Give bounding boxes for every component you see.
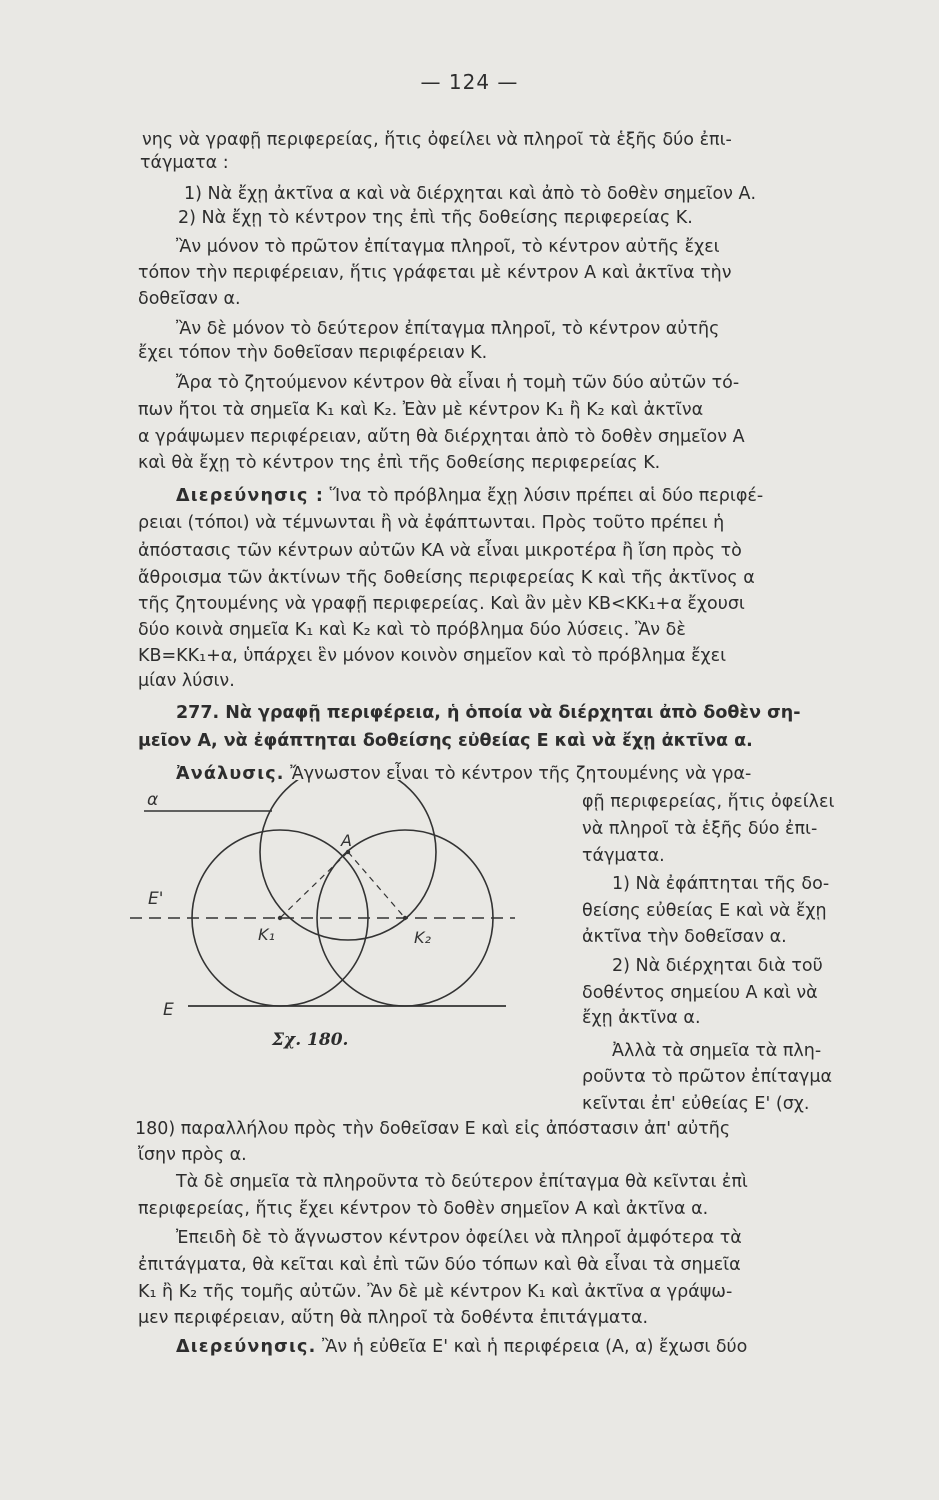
text-line: 180) παραλλήλου πρὸς τὴν δοθεῖσαν Ε καὶ εἰς ἀπόστασιν ἀπ' αὐτῆς	[135, 1119, 731, 1139]
text-line: 1) Νὰ ἐφάπτηται τῆς δο-	[612, 874, 830, 894]
text-line: πων ἤτοι τὰ σημεῖα Κ₁ καὶ Κ₂. Ἐὰν μὲ κέντρον Κ₁ ἢ Κ₂ καὶ ἀκτῖνα	[138, 400, 704, 420]
text-line: ἐπιτάγματα, θὰ κεῖται καὶ ἐπὶ τῶν δύο τόπων καὶ θὰ εἶναι τὰ σημεῖα	[138, 1255, 741, 1275]
text-line: ἔχῃ ἀκτῖνα α.	[582, 1008, 701, 1028]
geometry-figure	[130, 780, 530, 1040]
text-line	[176, 1335, 747, 1359]
text-line: ΚΒ=ΚΚ₁+α, ὑπάρχει ἓν μόνον κοινὸν σημεῖον καὶ τὸ πρόβλημα ἔχει	[138, 646, 727, 666]
problem-statement: 277. Νὰ γραφῇ περιφέρεια, ἡ ὁποία νὰ διέρχηται ἀπὸ δοθὲν ση-	[176, 703, 801, 723]
label-a: α	[147, 790, 159, 810]
label-A: Α	[341, 831, 352, 850]
label-E-prime: Ε'	[148, 889, 164, 909]
text-line: μεν περιφέρειαν, αὕτη θὰ πληροῖ τὰ δοθέντα ἐπιτάγματα.	[138, 1308, 649, 1328]
point-K2	[403, 916, 407, 920]
label-E: Ε	[163, 1000, 174, 1020]
text-line: ἴσην πρὸς α.	[138, 1145, 247, 1165]
text-line: ἔχει τόπον τὴν δοθεῖσαν περιφέρειαν Κ.	[138, 343, 488, 363]
text-line: ρειαι (τόποι) νὰ τέμνωνται ἢ νὰ ἐφάπτωνται. Πρὸς τοῦτο πρέπει ἡ	[138, 513, 725, 533]
label-K2: Κ₂	[414, 928, 431, 947]
circle-A	[260, 780, 436, 940]
text-line: θείσης εὐθείας Ε καὶ νὰ ἔχῃ	[582, 901, 827, 921]
text-line: 2) Νὰ ἔχῃ τὸ κέντρον της ἐπὶ τῆς δοθείσης περιφερείας Κ.	[178, 208, 693, 228]
radius-A-K2	[348, 852, 405, 918]
text-line: δύο κοινὰ σημεῖα Κ₁ καὶ Κ₂ καὶ τὸ πρόβλημα δύο λύσεις. Ἂν δὲ	[138, 620, 686, 640]
text-line: Κ₁ ἢ Κ₂ τῆς τομῆς αὐτῶν. Ἂν δὲ μὲ κέντρον Κ₁ καὶ ἀκτῖνα α γράψω-	[138, 1282, 733, 1302]
text-line: ροῦντα τὸ πρῶτον ἐπίταγμα	[582, 1067, 833, 1087]
text-line: Ἄρα τὸ ζητούμενον κέντρον θὰ εἶναι ἡ τομὴ τῶν δύο αὐτῶν τό-	[176, 373, 740, 393]
figure-caption: Σχ. 180.	[272, 1030, 349, 1050]
text-line: ἀπόστασις τῶν κέντρων αὐτῶν ΚΑ νὰ εἶναι μικροτέρα ἢ ἴση πρὸς τὸ	[138, 541, 742, 561]
text-line: α γράψωμεν περιφέρειαν, αὔτη θὰ διέρχηται ἀπὸ τὸ δοθὲν σημεῖον Α	[138, 427, 745, 447]
text-span: Ἂν ἡ εὐθεῖα Ε' καὶ ἡ περιφέρεια (Α, α) ἔχωσι δύο	[322, 1337, 748, 1357]
text-span: Ἄγνωστον εἶναι τὸ κέντρον τῆς ζητουμένης νὰ γρα-	[290, 764, 752, 784]
text-line: τόπον τὴν περιφέρειαν, ἥτις γράφεται μὲ κέντρον Α καὶ ἀκτῖνα τὴν	[138, 263, 732, 283]
text-line: Ἐπειδὴ δὲ τὸ ἄγνωστον κέντρον ὀφείλει νὰ πληροῖ ἀμφότερα τὰ	[176, 1228, 742, 1248]
text-line: δοθεῖσαν α.	[138, 289, 241, 309]
text-line: τῆς ζητουμένης νὰ γραφῇ περιφερείας. Καὶ ἂν μὲν ΚΒ<ΚΚ₁+α ἔχουσι	[138, 594, 745, 614]
text-line: Ἀλλὰ τὰ σημεῖα τὰ πλη-	[612, 1041, 822, 1061]
text-line: νης νὰ γραφῇ περιφερείας, ἥτις ὀφείλει νὰ πληροῖ τὰ ἑξῆς δύο ἐπι-	[142, 130, 732, 150]
text-line: ἀκτῖνα τὴν δοθεῖσαν α.	[582, 927, 787, 947]
text-line: Τὰ δὲ σημεῖα τὰ πληροῦντα τὸ δεύτερον ἐπίταγμα θὰ κεῖνται ἐπὶ	[176, 1172, 748, 1192]
radius-A-K1	[280, 852, 348, 918]
text-line: νὰ πληροῖ τὰ ἑξῆς δύο ἐπι-	[582, 819, 818, 839]
point-A	[346, 850, 350, 854]
text-line: δοθέντος σημείου Α καὶ νὰ	[582, 983, 818, 1003]
text-span: Ἵνα τὸ πρόβλημα ἔχῃ λύσιν πρέπει αἱ δύο περιφέ-	[329, 486, 764, 506]
text-line	[176, 484, 763, 508]
text-line: φῇ περιφερείας, ἥτις ὀφείλει	[582, 792, 835, 812]
text-line: μίαν λύσιν.	[138, 671, 235, 691]
text-line: Ἂν μόνον τὸ πρῶτον ἐπίταγμα πληροῖ, τὸ κέντρον αὐτῆς ἔχει	[176, 237, 720, 257]
text-line: περιφερείας, ἥτις ἔχει κέντρον τὸ δοθὲν σημεῖον Α καὶ ἀκτῖνα α.	[138, 1199, 709, 1219]
point-K1	[278, 916, 282, 920]
text-line: τάγματα :	[140, 153, 229, 173]
text-line: τάγματα.	[582, 846, 665, 866]
text-line: καὶ θὰ ἔχῃ τὸ κέντρον της ἐπὶ τῆς δοθείσης περιφερείας Κ.	[138, 453, 661, 473]
text-line: ἄθροισμα τῶν ἀκτίνων τῆς δοθείσης περιφερείας Κ καὶ τῆς ἀκτῖνος α	[138, 568, 755, 588]
label-K1: Κ₁	[258, 925, 275, 944]
section-label: Διερεύνησις.	[176, 1337, 317, 1357]
page-number: — 124 —	[420, 70, 519, 94]
text-line: 1) Νὰ ἔχῃ ἀκτῖνα α καὶ νὰ διέρχηται καὶ ἀπὸ τὸ δοθὲν σημεῖον Α.	[184, 184, 757, 204]
text-line: κεῖνται ἐπ' εὐθείας Ε' (σχ.	[582, 1094, 810, 1114]
section-label: Ἀνάλυσις.	[176, 764, 285, 784]
text-line: 2) Νὰ διέρχηται διὰ τοῦ	[612, 956, 823, 976]
text-line: Ἂν δὲ μόνον τὸ δεύτερον ἐπίταγμα πληροῖ, τὸ κέντρον αὐτῆς	[176, 319, 720, 339]
problem-statement: μεῖον Α, νὰ ἐφάπτηται δοθείσης εὐθείας Ε καὶ νὰ ἔχῃ ἀκτῖνα α.	[138, 731, 753, 751]
section-label: Διερεύνησις :	[176, 486, 325, 506]
